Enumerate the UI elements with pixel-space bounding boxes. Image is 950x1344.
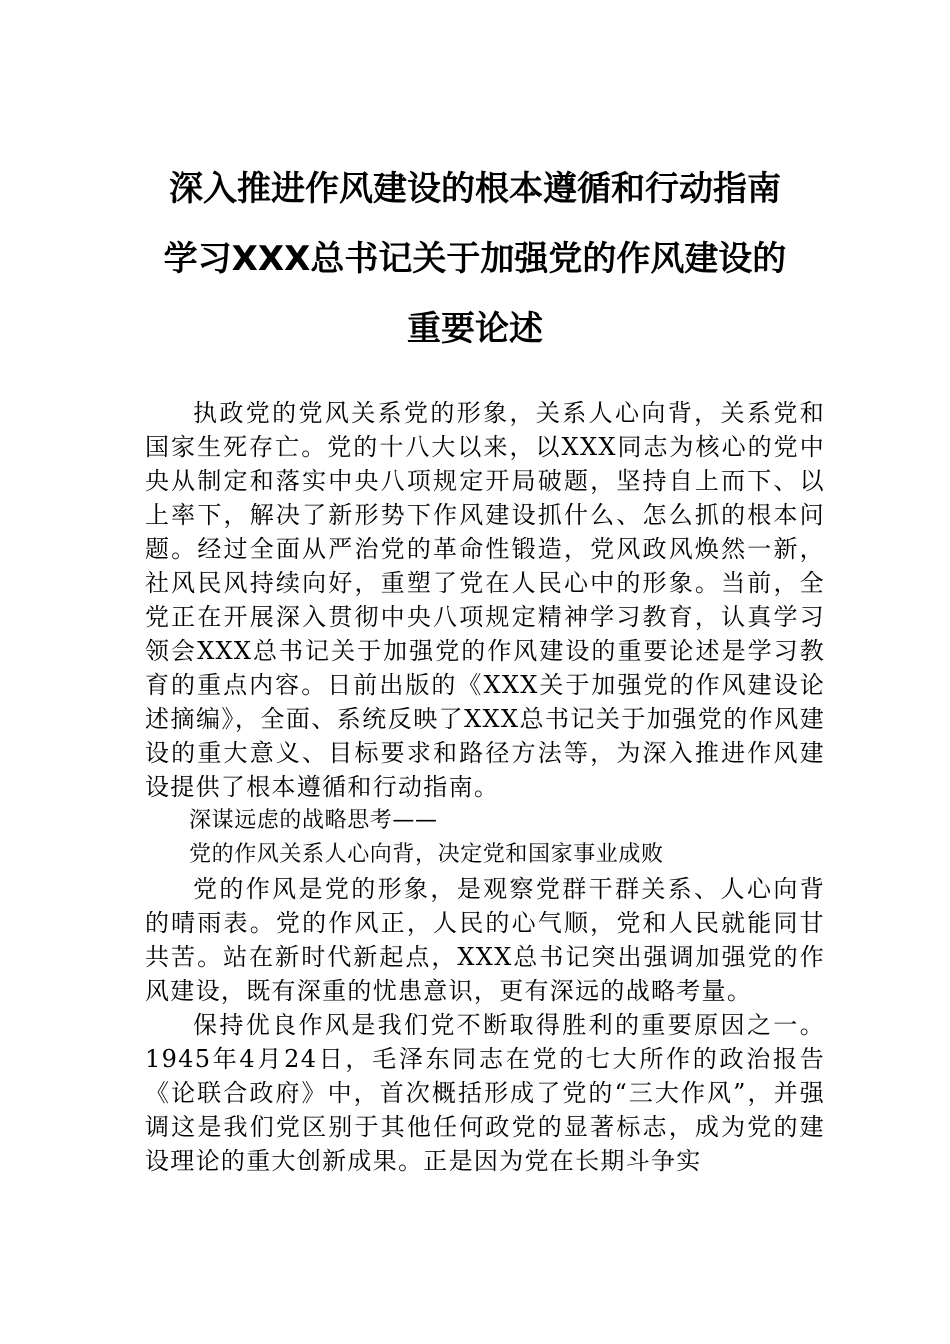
section-subheading: 党的作风关系人心向背，决定党和国家事业成败	[189, 842, 664, 867]
title-line-2: 学习XXX总书记关于加强党的作风建设的	[163, 239, 787, 279]
paragraph-history: 保持优良作风是我们党不断取得胜利的重要原因之一。1945年4月24日，毛泽东同志在党的七大所作的政治报告《论联合政府》中，首次概括形成了党的“三大作风”，并强调这是我们党区别于其他任何政党的显著标志，成为党的建设理论的重大创新成果。正是因为党在长期斗争实	[145, 1011, 825, 1175]
paragraph-style-image: 党的作风是党的形象，是观察党群干群关系、人心向背的晴雨表。党的作风正，人民的心气顺，党和人民就能同甘共苦。站在新时代新起点，XXX总书记突出强调加强党的作风建设，既有深重的忧患意识，更有深远的战略考量。	[145, 875, 825, 1005]
title-line-3: 重要论述	[407, 309, 543, 349]
document-body	[145, 396, 825, 1178]
paragraph-intro: 执政党的党风关系党的形象，关系人心向背，关系党和国家生死存亡。党的十八大以来，以XXX同志为核心的党中央从制定和落实中央八项规定开局破题，坚持自上而下、以上率下，解决了新形势下作风建设抓什么、怎么抓的根本问题。经过全面从严治党的革命性锻造，党风政风焕然一新，社风民风持续向好，重塑了党在人民心中的形象。当前，全党正在开展深入贯彻中央八项规定精神学习教育，认真学习领会XXX总书记关于加强党的作风建设的重要论述是学习教育的重点内容。日前出版的《XXX关于加强党的作风建设论述摘编》，全面、系统反映了XXX总书记关于加强党的作风建设的重大意义、目标要求和路径方法等，为深入推进作风建设提供了根本遵循和行动指南。	[145, 399, 825, 801]
title-line-1: 深入推进作风建设的根本遵循和行动指南	[169, 169, 781, 209]
section-heading: 深谋远虑的战略思考——	[189, 808, 438, 833]
